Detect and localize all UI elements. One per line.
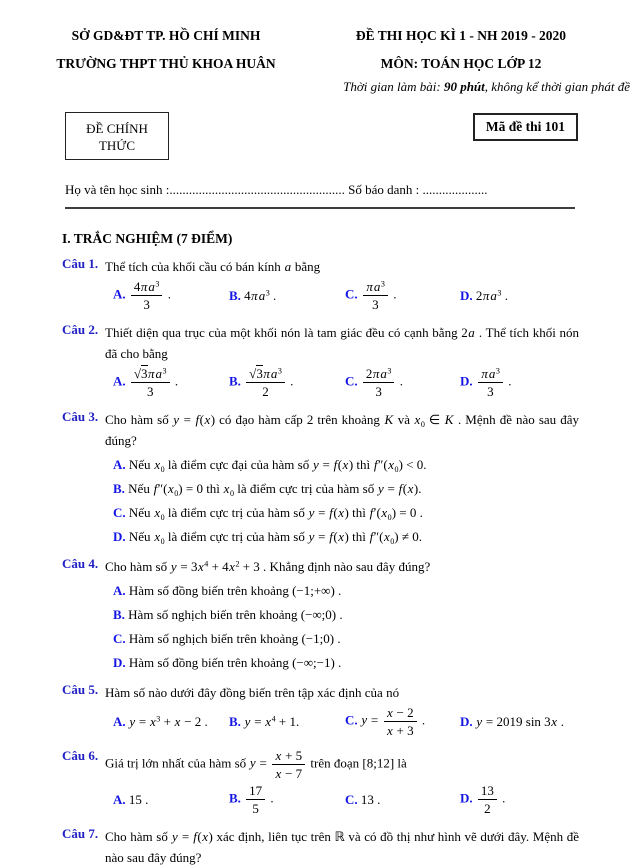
options [105,782,579,817]
department-name: SỞ GD&ĐT TP. HỒ CHÍ MINH [71,28,261,43]
duration-prefix: Thời gian làm bài: [343,79,444,94]
option-B: B. $\frac{√3\pi a^3}{2}$ . [229,366,294,399]
question-body [105,748,579,817]
option-B: B. Nếu $f''(x_0) = 0$ thì $x_0$ là điểm cực trị của hàm số y = f(x). [113,481,422,498]
question [62,556,579,673]
option-A: A. Hàm số đồng biến trên khoảng (−1;+∞) . [113,583,342,598]
divider-line [65,207,575,209]
question-body [105,322,579,400]
option-letter: B. [229,790,245,806]
question [62,748,579,817]
option-letter: C. [345,712,361,728]
question [62,682,579,739]
option-letter: C. [113,505,129,520]
option-letter: C. [113,631,129,646]
boxes-row [65,112,578,160]
option-letter: D. [113,529,129,544]
options [105,580,579,673]
question-text: Cho hàm số y = f(x) có đạo hàm cấp 2 trên khoảng K và $x_0$ ∈ K . Mệnh đề nào sau đây đúng? [105,412,579,448]
question-text: Cho hàm số $y = 3x^4 + 4x^2 + 3$ . Khẳng định nào sau đây đúng? [105,559,431,574]
options [105,365,579,400]
options [105,704,579,739]
option-A: A. $y = x^3 + x - 2$ . [113,713,208,729]
duration-suffix: , không kể thời gian phát đề [484,79,630,94]
official-box-line2: THỨC [98,138,136,153]
exam-subject: MÔN: TOÁN HỌC LỚP 12 [380,56,542,71]
question-text: Cho hàm số y = f(x) xác định, liên tục trên ℝ và có đồ thị như hình vẽ dưới đây. Mệnh đề nào sau đây đúng? [105,829,579,865]
option-B: B. $y = x^4 + 1$. [229,713,300,729]
section-title: I. TRẮC NGHIỆM (7 ĐIỂM) [62,231,233,246]
question [62,409,579,547]
option-letter: B. [113,607,129,622]
option-letter: B. [229,713,245,729]
option-letter: A. [113,583,129,598]
question-body [105,826,579,868]
option-D: D. $\frac{13}{2}$ . [460,783,506,816]
option-letter: B. [229,287,245,303]
question-body [105,556,579,673]
question-number: Câu 7. [62,826,99,841]
question [62,826,579,868]
option-C: C. Nếu $x_0$ là điểm cực trị của hàm số y = f(x) thì $f'(x_0) = 0$ . [113,505,423,522]
header [0,27,637,72]
option-D: D. $\frac{\pi a^3}{3}$ . [460,366,512,399]
option-C: C. $\frac{\pi a^3}{3}$ . [345,279,397,312]
option-letter: D. [460,287,476,303]
questions [62,256,579,868]
question-text: Giá trị lớn nhất của hàm số y = $\frac{x + 5}{x - 7}$ trên đoạn [8;12] là [105,748,407,781]
option-D: D. y = 2019 sin 3x . [460,713,564,729]
option-D: D. $2\pi a^3$ . [460,287,508,303]
question [62,322,579,400]
exam-duration-line [0,79,637,95]
question [62,256,579,313]
exam-title: ĐỀ THI HỌC KÌ 1 - NH 2019 - 2020 [355,28,567,43]
option-letter: A. [113,791,129,807]
option-letter: A. [113,373,129,389]
student-name-line: Họ và tên học sinh :...................................................... Số báo danh : .................... [65,182,488,197]
options [105,278,579,313]
options [105,454,579,547]
duration-value: 90 phút [443,79,485,94]
option-letter: A. [113,713,129,729]
official-exam-box [65,112,169,160]
question-text: Thể tích của khối cầu có bán kính a bằng [105,259,321,274]
option-D: D. Nếu $x_0$ là điểm cực trị của hàm số y = f(x) thì $f''(x_0) \ne 0$. [113,529,422,546]
question-text: Hàm số nào dưới đây đồng biến trên tập xác định của nó [105,685,400,700]
question-text: Thiết diện qua trục của một khối nón là tam giác đều có cạnh bằng 2a . Thể tích khối nón đã cho bằng [105,325,579,361]
option-letter: C. [345,373,361,389]
official-box-line1: ĐỀ CHÍNH [86,121,148,136]
question-number: Câu 3. [62,409,99,424]
option-B: B. $\frac{17}{5}$ . [229,783,274,816]
option-A: A. $\frac{4\pi a^3}{3}$ . [113,279,171,312]
question-number: Câu 6. [62,748,99,763]
option-letter: D. [460,713,476,729]
option-letter: A. [113,457,129,472]
option-letter: D. [460,373,476,389]
header-exam-block [332,27,590,72]
option-C: C. 13 . [345,791,381,807]
question-number: Câu 1. [62,256,99,271]
option-letter: C. [345,791,361,807]
question-number: Câu 2. [62,322,99,337]
option-B: B. $4\pi a^3$ . [229,287,277,303]
school-name: TRƯỜNG THPT THỦ KHOA HUÂN [56,56,276,71]
option-letter: D. [460,790,476,806]
header-school-block [0,27,332,72]
option-letter: B. [229,373,245,389]
option-D: D. Hàm số đồng biến trên khoảng (−∞;−1) . [113,655,342,670]
exam-code-box: Mã đề thi 101 [473,113,578,141]
question-body [105,409,579,547]
option-A: A. 15 . [113,791,149,807]
option-A: A. Nếu $x_0$ là điểm cực đại của hàm số y = f(x) thì $f''(x_0) < 0$. [113,457,427,474]
option-letter: D. [113,655,129,670]
option-B: B. Hàm số nghịch biến trên khoảng (−∞;0) . [113,607,343,622]
option-letter: A. [113,286,129,302]
option-C: C. y = $\frac{x - 2}{x + 3}$ . [345,705,426,738]
question-number: Câu 5. [62,682,99,697]
question-body [105,256,579,313]
option-C: C. Hàm số nghịch biến trên khoảng (−1;0) . [113,631,341,646]
question-number: Câu 4. [62,556,99,571]
option-letter: C. [345,286,361,302]
option-C: C. $\frac{2\pi a^3}{3}$ . [345,366,403,399]
question-body [105,682,579,739]
option-letter: B. [113,481,129,496]
option-A: A. $\frac{√3\pi a^3}{3}$ . [113,366,179,399]
